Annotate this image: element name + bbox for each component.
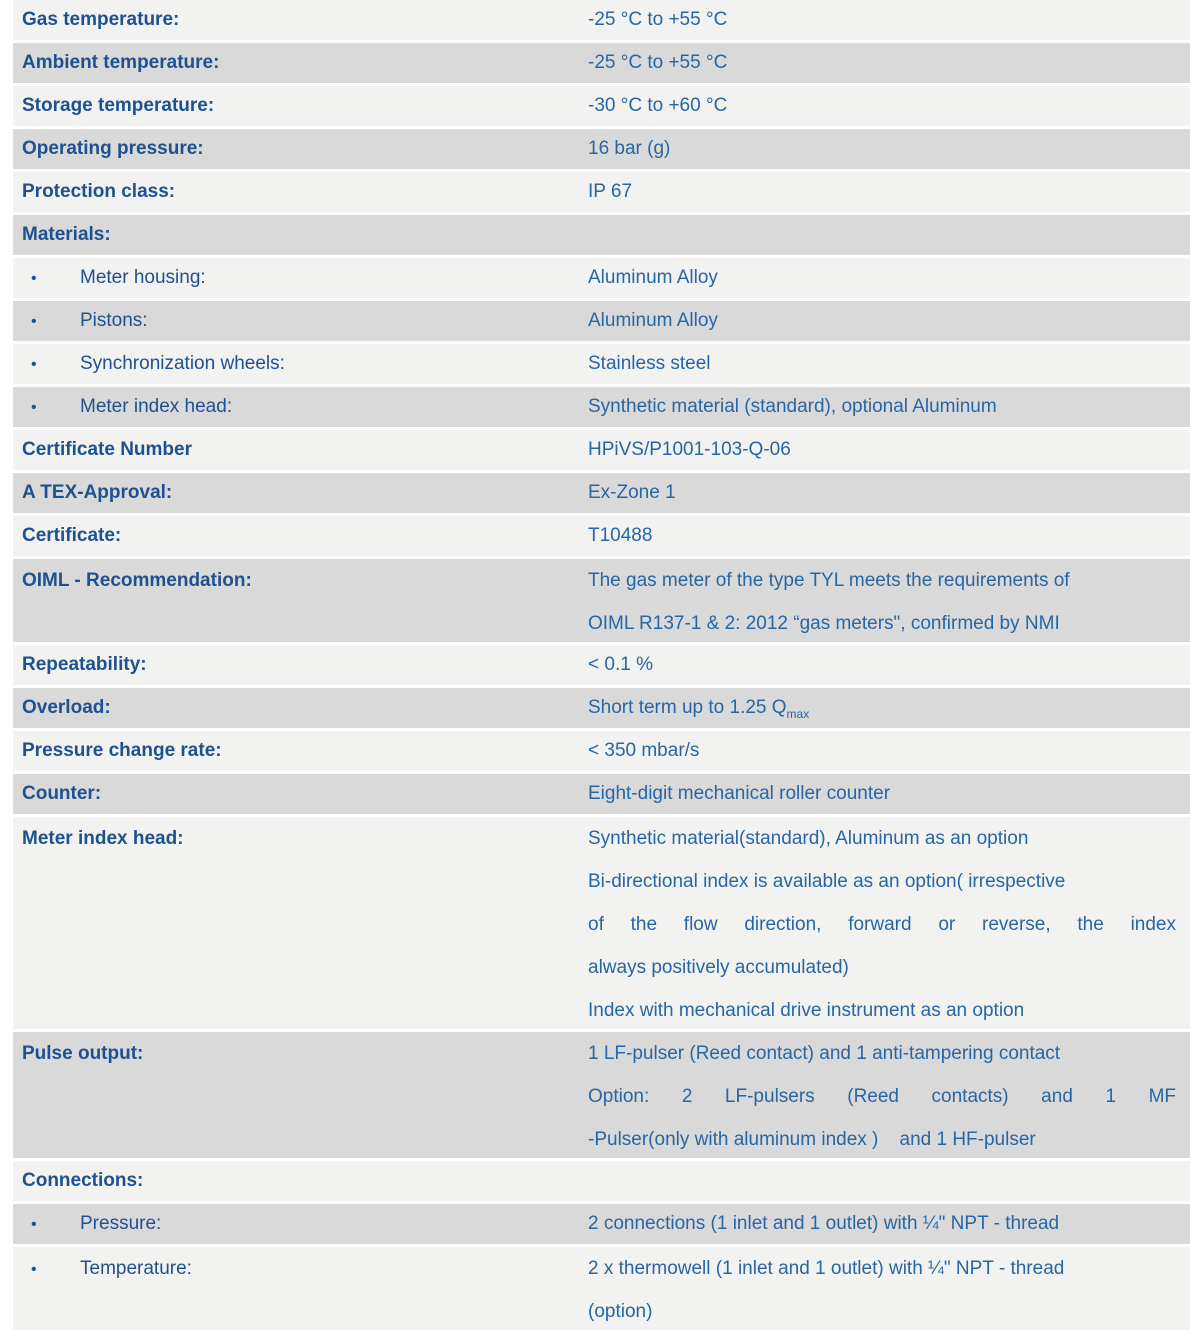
row-value-cell (588, 516, 1190, 556)
row-value-line (588, 602, 1176, 645)
row-label-cell (13, 344, 588, 384)
row-value-line (588, 1290, 1176, 1333)
row-value-text: OIML R137-1 & 2: 2012 “gas meters", confirmed by NMI (588, 613, 1060, 634)
row-label-cell (13, 688, 588, 728)
row-value-cell (588, 86, 1190, 126)
row-value-cell (588, 559, 1190, 642)
row-label: Meter index head: (80, 396, 233, 417)
row-label: Overload: (22, 697, 111, 718)
row-label: Pulse output: (22, 1043, 144, 1064)
row-ambient-temperature (13, 43, 1190, 83)
row-value-text: -25 °C to +55 °C (588, 9, 728, 30)
row-synchronization-wheels (13, 344, 1190, 384)
row-value-line (588, 1118, 1176, 1161)
row-label: Synchronization wheels: (80, 353, 285, 374)
row-label: Meter index head: (22, 828, 184, 849)
row-label-cell (13, 516, 588, 556)
row-value-line (588, 559, 1176, 602)
row-label-cell (13, 43, 588, 83)
row-value-cell (588, 1161, 1190, 1201)
row-value-cell (588, 645, 1190, 685)
row-value-text: Eight-digit mechanical roller counter (588, 783, 891, 804)
bullet-icon: • (31, 270, 37, 287)
row-value-cell (588, 731, 1190, 771)
row-label: Pressure change rate: (22, 740, 222, 761)
row-materials (13, 215, 1190, 255)
bullet-icon: • (31, 1216, 37, 1233)
row-value-line (588, 989, 1176, 1032)
row-label-cell (13, 301, 588, 341)
row-pulse-output (13, 1032, 1190, 1158)
row-value-text: -30 °C to +60 °C (588, 95, 728, 116)
row-label-cell (13, 774, 588, 814)
row-label: Counter: (22, 783, 102, 804)
row-value-line (588, 258, 1176, 298)
row-value-text: IP 67 (588, 181, 633, 202)
row-storage-temperature (13, 86, 1190, 126)
row-value-line (588, 688, 1176, 728)
row-protection-class (13, 172, 1190, 212)
row-value-line (588, 43, 1176, 83)
row-value-text: 2 connections (1 inlet and 1 outlet) with ¼" NPT - thread (588, 1213, 1060, 1234)
row-value-text: < 350 mbar/s (588, 740, 700, 761)
row-label: Ambient temperature: (22, 52, 220, 73)
row-value-text: 2 x thermowell (1 inlet and 1 outlet) with ¼" NPT - thread (588, 1258, 1065, 1279)
row-value-line (588, 473, 1176, 513)
row-label: Meter housing: (80, 267, 206, 288)
row-value-line (588, 1204, 1176, 1244)
row-label-cell (13, 86, 588, 126)
row-label: Protection class: (22, 181, 176, 202)
row-value-line (588, 817, 1176, 860)
row-label-cell (13, 1247, 588, 1330)
row-meter-index-head (13, 817, 1190, 1029)
row-temperature (13, 1247, 1190, 1330)
row-label-cell (13, 1161, 588, 1201)
row-value-cell (588, 1204, 1190, 1244)
row-label: Certificate: (22, 525, 122, 546)
row-label: Temperature: (80, 1258, 192, 1279)
row-label-cell (13, 0, 588, 40)
row-value-text: T10488 (588, 525, 653, 546)
row-value-line (588, 1247, 1176, 1290)
row-label-cell (13, 559, 588, 642)
row-value-cell (588, 1032, 1190, 1158)
row-value-line (588, 731, 1176, 771)
row-label: Pistons: (80, 310, 148, 331)
row-value-line (588, 1075, 1176, 1118)
bullet-icon: • (31, 399, 37, 416)
row-value-text: of the flow direction, forward or reverse, the index (588, 914, 1176, 935)
row-value-text: Short term up to 1.25 Q (588, 697, 787, 718)
row-value-text: always positively accumulated) (588, 957, 849, 978)
row-label-cell (13, 215, 588, 255)
row-value-text: -Pulser(only with aluminum index ) and 1 HF-pulser (588, 1129, 1036, 1150)
row-value-text: Aluminum Alloy (588, 310, 718, 331)
row-value-cell (588, 1247, 1190, 1330)
row-pressure (13, 1204, 1190, 1244)
row-value-text: Option: 2 LF-pulsers (Reed contacts) and 1 MF (588, 1086, 1176, 1107)
subscript-text: max (786, 706, 810, 721)
row-value-text: (option) (588, 1301, 653, 1322)
row-label-cell (13, 1032, 588, 1158)
row-value-cell (588, 43, 1190, 83)
row-label-cell (13, 1204, 588, 1244)
row-label-cell (13, 172, 588, 212)
row-value-line (588, 301, 1176, 341)
row-value-line (588, 172, 1176, 212)
row-certificate (13, 516, 1190, 556)
row-value-cell (588, 258, 1190, 298)
row-value-line (588, 344, 1176, 384)
row-value-cell (588, 215, 1190, 255)
row-repeatability (13, 645, 1190, 685)
row-label: Repeatability: (22, 654, 147, 675)
row-value-cell (588, 129, 1190, 169)
row-label: Operating pressure: (22, 138, 204, 159)
row-value-line (588, 946, 1176, 989)
row-label: A TEX-Approval: (22, 482, 173, 503)
row-value-cell (588, 0, 1190, 40)
row-a-tex-approval (13, 473, 1190, 513)
row-oiml-recommendation (13, 559, 1190, 642)
row-label-cell (13, 817, 588, 1029)
row-meter-index-head (13, 387, 1190, 427)
row-value-line (588, 903, 1176, 946)
row-label-cell (13, 731, 588, 771)
row-certificate-number (13, 430, 1190, 470)
bullet-icon: • (31, 1261, 37, 1278)
row-label-cell (13, 129, 588, 169)
row-value-line (588, 86, 1176, 126)
row-value-line (588, 860, 1176, 903)
row-value-line (588, 129, 1176, 169)
row-pistons (13, 301, 1190, 341)
row-label: Storage temperature: (22, 95, 215, 116)
row-label-cell (13, 387, 588, 427)
row-value-line (588, 774, 1176, 814)
row-value-text: The gas meter of the type TYL meets the requirements of (588, 570, 1070, 591)
row-operating-pressure (13, 129, 1190, 169)
row-value-text: -25 °C to +55 °C (588, 52, 728, 73)
row-label: OIML - Recommendation: (22, 570, 252, 591)
row-value-cell (588, 774, 1190, 814)
row-value-line (588, 387, 1176, 427)
row-value-cell (588, 817, 1190, 1029)
row-overload (13, 688, 1190, 728)
row-label-cell (13, 258, 588, 298)
row-value-line (588, 516, 1176, 556)
row-value-text: Index with mechanical drive instrument as an option (588, 1000, 1025, 1021)
row-value-cell (588, 301, 1190, 341)
row-value-text: Aluminum Alloy (588, 267, 718, 288)
row-value-cell (588, 430, 1190, 470)
row-value-text: < 0.1 % (588, 654, 653, 675)
row-value-text: 16 bar (g) (588, 138, 671, 159)
row-label-cell (13, 430, 588, 470)
row-value-text: Stainless steel (588, 353, 711, 374)
row-label: Certificate Number (22, 439, 192, 460)
row-connections (13, 1161, 1190, 1201)
row-label-cell (13, 473, 588, 513)
row-label-cell (13, 645, 588, 685)
row-label: Gas temperature: (22, 9, 180, 30)
row-value-text: 1 LF-pulser (Reed contact) and 1 anti-tampering contact (588, 1043, 1061, 1064)
row-label: Materials: (22, 224, 111, 245)
row-value-line (588, 430, 1176, 470)
row-value-text: Ex-Zone 1 (588, 482, 676, 503)
row-label: Connections: (22, 1170, 144, 1191)
row-value-line (588, 645, 1176, 685)
row-counter (13, 774, 1190, 814)
row-value-cell (588, 172, 1190, 212)
row-value-line (588, 1032, 1176, 1075)
row-value-text: Synthetic material(standard), Aluminum as an option (588, 828, 1029, 849)
row-meter-housing (13, 258, 1190, 298)
row-value-text: Synthetic material (standard), optional Aluminum (588, 396, 997, 417)
row-pressure-change-rate (13, 731, 1190, 771)
row-label: Pressure: (80, 1213, 162, 1234)
bullet-icon: • (31, 356, 37, 373)
row-value-cell (588, 387, 1190, 427)
row-value-line (588, 0, 1176, 40)
row-value-cell (588, 344, 1190, 384)
row-value-cell (588, 473, 1190, 513)
row-value-text: HPiVS/P1001-103-Q-06 (588, 439, 791, 460)
bullet-icon: • (31, 313, 37, 330)
row-gas-temperature (13, 0, 1190, 40)
row-value-text: Bi-directional index is available as an option( irrespective (588, 871, 1066, 892)
row-value-cell (588, 688, 1190, 728)
